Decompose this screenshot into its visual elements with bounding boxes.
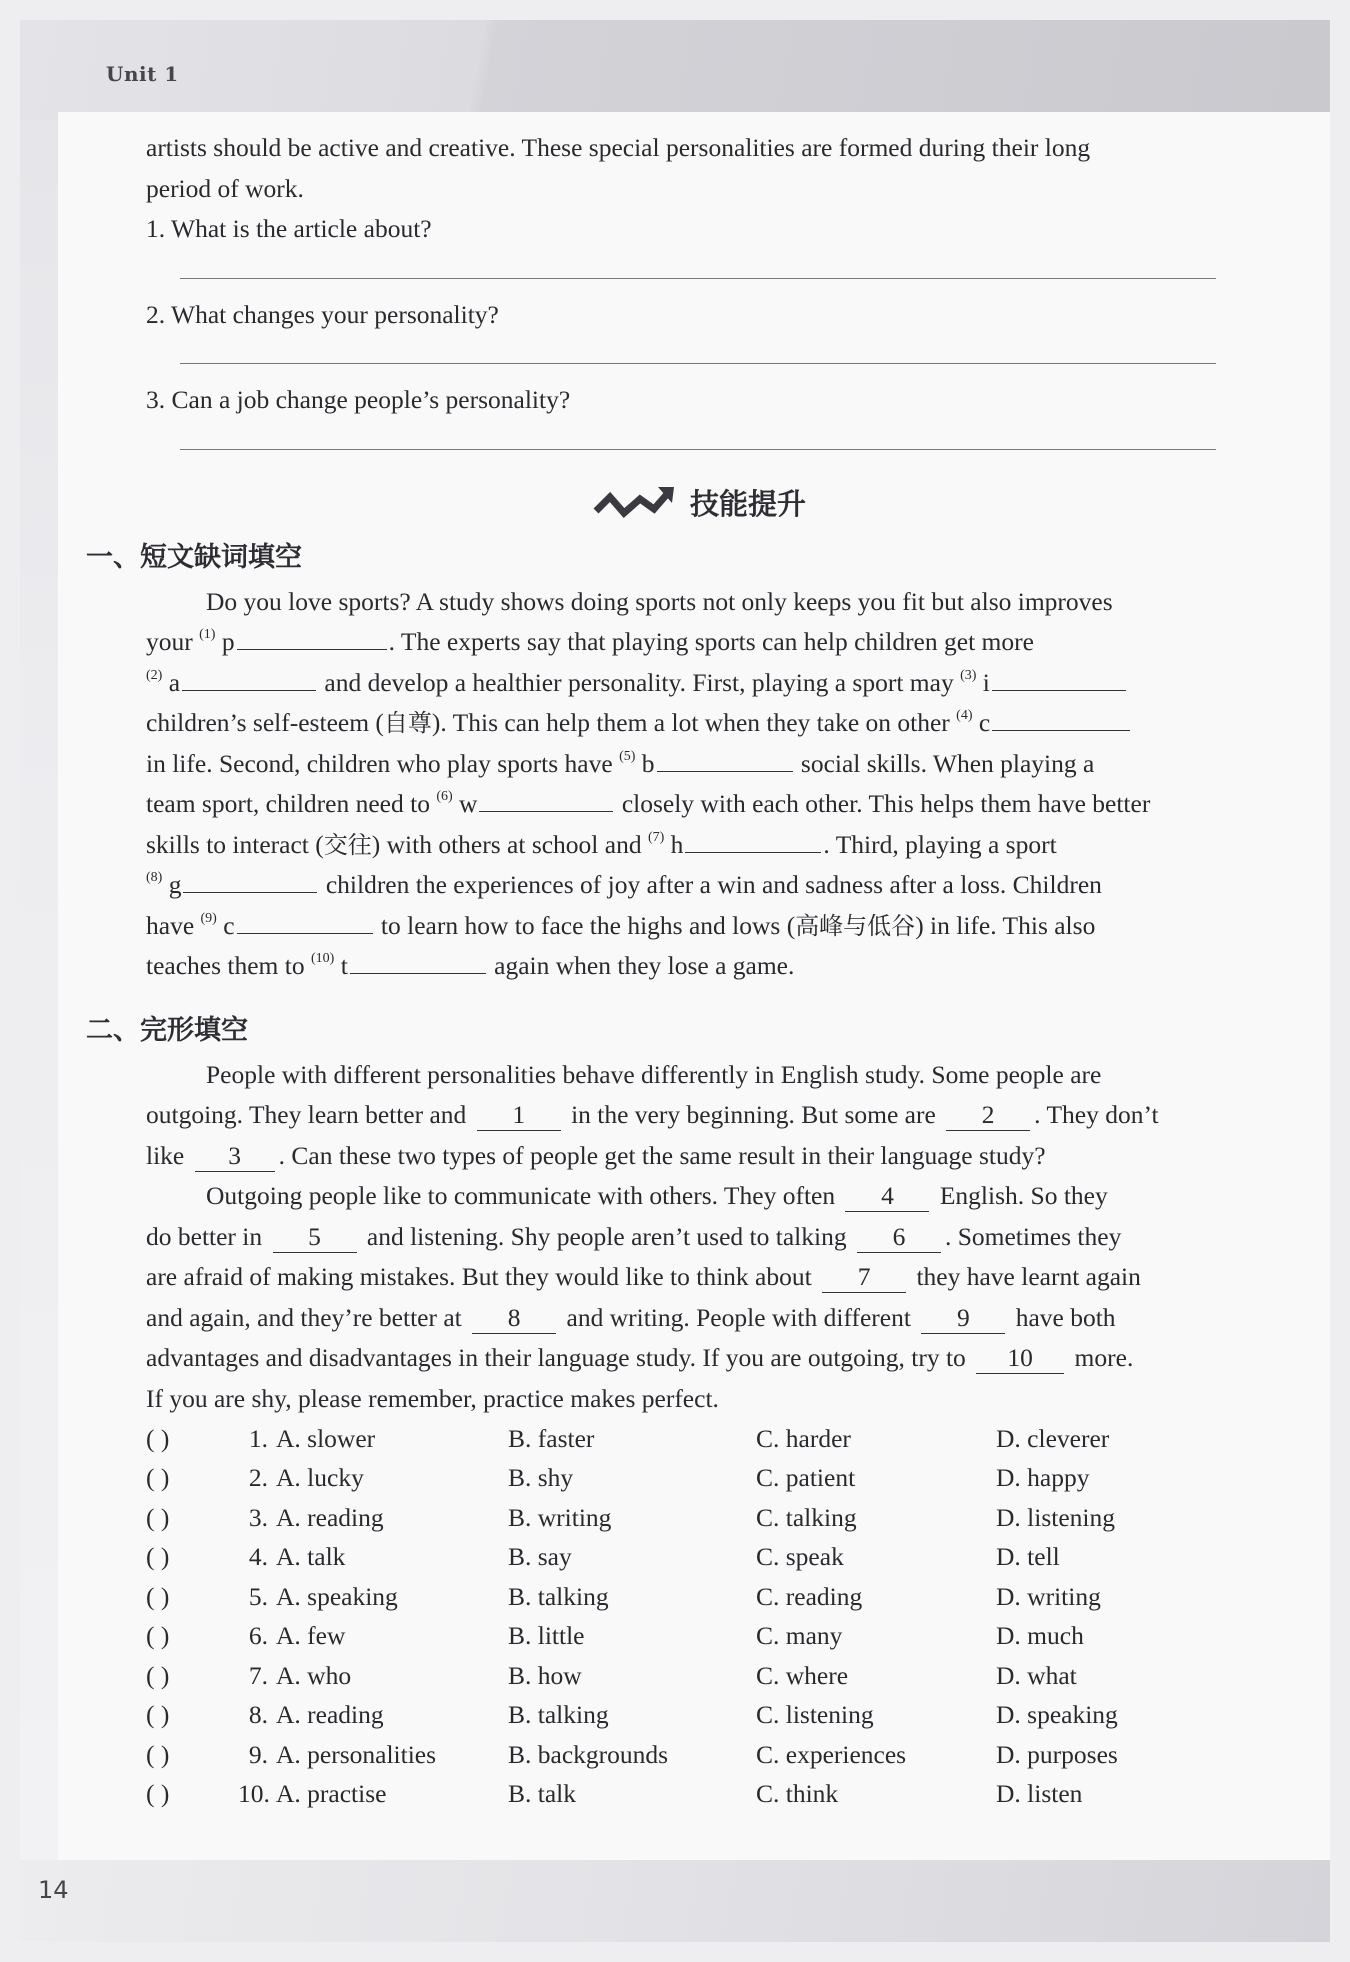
options-list — [146, 1419, 1222, 1814]
passage-line: teaches them to $^{(10)}$ t again when they lose a game. — [146, 946, 1222, 987]
option-b: B. backgrounds — [508, 1739, 669, 1769]
answer-bracket[interactable]: ( ) — [146, 1581, 170, 1611]
question-2: 2. What changes your personality? — [146, 299, 499, 329]
cloze-blank-5[interactable]: 5 — [273, 1222, 357, 1253]
answer-bracket[interactable]: ( ) — [146, 1463, 170, 1492]
passage-line: like 3 . Can these two types of people get the same result in their language study? — [146, 1140, 1046, 1170]
passage-line: If you are shy, please remember, practice makes perfect. — [146, 1383, 719, 1413]
passage-line: $^{(8)}$ g children the experiences of joy after a win and sadness after a loss. Children — [146, 865, 1222, 906]
option-b: B. writing — [508, 1502, 612, 1532]
blank-9[interactable] — [237, 907, 373, 934]
section-2-heading: 二、完形填空 — [86, 1014, 248, 1046]
option-row — [146, 1735, 1222, 1775]
answer-bracket[interactable]: ( ) — [146, 1423, 170, 1453]
section-1-passage — [146, 582, 1222, 987]
cloze-blank-2[interactable]: 2 — [946, 1100, 1030, 1131]
option-b: B. talk — [508, 1779, 576, 1808]
passage-line: outgoing. They learn better and 1 in the very beginning. But some are 2 . They don’t — [146, 1100, 1159, 1129]
blank-2[interactable] — [182, 664, 316, 691]
option-d: D. much — [996, 1621, 1084, 1650]
option-a: A. speaking — [276, 1581, 398, 1611]
answer-bracket[interactable]: ( ) — [146, 1660, 170, 1690]
option-row — [146, 1617, 1222, 1657]
question-1: 1. What is the article about? — [146, 214, 432, 243]
passage-line: children’s self-esteem (自尊). This can help them a lot when they take on other $^{(4)}$ c — [146, 703, 1222, 744]
option-d: D. writing — [996, 1581, 1101, 1611]
bottom-footer-band — [20, 1860, 1330, 1942]
option-a: A. reading — [276, 1502, 384, 1532]
cloze-blank-10[interactable]: 10 — [976, 1343, 1064, 1374]
option-d: D. purposes — [996, 1739, 1118, 1769]
cloze-blank-8[interactable]: 8 — [472, 1303, 556, 1334]
option-row — [146, 1538, 1222, 1578]
cloze-blank-7[interactable]: 7 — [822, 1262, 906, 1293]
left-margin-band — [20, 120, 58, 1860]
answer-bracket[interactable]: ( ) — [146, 1542, 170, 1571]
top-header-band — [20, 20, 1330, 120]
blank-5[interactable] — [657, 745, 793, 772]
question-number: 3. — [248, 1502, 268, 1532]
option-b: B. talking — [508, 1700, 609, 1729]
option-d: D. cleverer — [996, 1423, 1110, 1453]
answer-line-2[interactable] — [180, 345, 1216, 364]
blank-6[interactable] — [479, 785, 613, 812]
question-number: 8. — [248, 1700, 268, 1729]
option-row — [146, 1577, 1222, 1617]
reading-text-line: artists should be active and creative. These special personalities are formed during their long — [146, 133, 1091, 162]
option-b: B. faster — [508, 1423, 595, 1453]
section-2-passage — [146, 1055, 1222, 1420]
option-c: C. harder — [756, 1423, 851, 1453]
option-d: D. tell — [996, 1542, 1060, 1571]
cloze-blank-6[interactable]: 6 — [857, 1222, 941, 1253]
blank-8[interactable] — [183, 866, 317, 893]
option-c: C. talking — [756, 1502, 857, 1532]
option-c: C. patient — [756, 1463, 856, 1492]
answer-bracket[interactable]: ( ) — [146, 1502, 170, 1532]
option-b: B. shy — [508, 1463, 574, 1492]
option-row — [146, 1696, 1222, 1736]
option-row — [146, 1459, 1222, 1499]
option-c: C. reading — [756, 1581, 863, 1611]
option-c: C. think — [756, 1779, 839, 1808]
blank-3[interactable] — [992, 664, 1126, 691]
passage-line: do better in 5 and listening. Shy people aren’t used to talking 6 . Sometimes they — [146, 1221, 1122, 1251]
question-number: 4. — [248, 1542, 268, 1571]
option-a: A. lucky — [276, 1463, 364, 1492]
reading-text-line: period of work. — [146, 173, 304, 203]
passage-line: and again, and they’re better at 8 and writing. People with different 9 have both — [146, 1302, 1116, 1332]
question-number: 5. — [248, 1581, 268, 1611]
option-b: B. how — [508, 1660, 582, 1690]
option-a: A. practise — [276, 1779, 387, 1808]
passage-line: skills to interact (交往) with others at school and $^{(7)}$ h . Third, playing a sport — [146, 825, 1222, 866]
option-c: C. many — [756, 1621, 843, 1650]
option-d: D. happy — [996, 1463, 1090, 1492]
passage-line: in life. Second, children who play sports have $^{(5)}$ b social skills. When playing a — [146, 744, 1222, 785]
option-c: C. listening — [756, 1700, 874, 1729]
option-c: C. speak — [756, 1542, 844, 1571]
passage-line: are afraid of making mistakes. But they would like to think about 7 they have learnt again — [146, 1262, 1141, 1291]
option-row — [146, 1656, 1222, 1696]
option-b: B. talking — [508, 1581, 609, 1611]
option-a: A. who — [276, 1660, 352, 1690]
answer-bracket[interactable]: ( ) — [146, 1621, 170, 1650]
section-1-heading: 一、短文缺词填空 — [86, 541, 302, 573]
question-number: 7. — [248, 1660, 268, 1690]
blank-4[interactable] — [992, 704, 1130, 731]
answer-bracket[interactable]: ( ) — [146, 1739, 170, 1769]
blank-1[interactable] — [237, 623, 387, 650]
option-c: C. experiences — [756, 1739, 907, 1769]
answer-line-1[interactable] — [180, 260, 1216, 279]
passage-line: your $^{(1)}$ p . The experts say that playing sports can help children get more — [146, 622, 1222, 663]
option-row — [146, 1419, 1222, 1459]
skills-banner — [146, 484, 1222, 530]
passage-line: Outgoing people like to communicate with others. They often 4 English. So they — [206, 1181, 1108, 1210]
banner-title: 技能提升 — [689, 486, 806, 521]
passage-line: advantages and disadvantages in their language study. If you are outgoing, try to 10 more. — [146, 1343, 1134, 1372]
blank-10[interactable] — [350, 947, 486, 974]
page-content — [86, 128, 1222, 1814]
option-a: A. few — [276, 1621, 346, 1650]
blank-7[interactable] — [685, 826, 821, 853]
answer-bracket[interactable]: ( ) — [146, 1779, 170, 1808]
question-number: 2. — [248, 1463, 268, 1492]
passage-line: have $^{(9)}$ c to learn how to face the highs and lows (高峰与低谷) in life. This also — [146, 906, 1222, 947]
answer-line-3[interactable] — [180, 431, 1216, 450]
answer-bracket[interactable]: ( ) — [146, 1700, 170, 1729]
option-b: B. little — [508, 1621, 585, 1650]
question-number: 9. — [248, 1739, 268, 1769]
option-d: D. what — [996, 1660, 1077, 1690]
option-d: D. listen — [996, 1779, 1083, 1808]
option-a: A. reading — [276, 1700, 384, 1729]
question-number: 6. — [248, 1621, 268, 1650]
unit-label: Unit 1 — [106, 62, 179, 86]
passage-line: team sport, children need to $^{(6)}$ w closely with each other. This helps them have better — [146, 784, 1222, 825]
option-a: A. personalities — [276, 1739, 437, 1769]
option-a: A. talk — [276, 1542, 346, 1571]
question-number: 10. — [238, 1779, 270, 1808]
passage-line: Do you love sports? A study shows doing sports not only keeps you fit but also improves — [206, 586, 1113, 616]
cloze-blank-4[interactable]: 4 — [845, 1181, 929, 1212]
cloze-blank-9[interactable]: 9 — [921, 1303, 1005, 1334]
page-number: 14 — [38, 1876, 69, 1904]
option-a: A. slower — [276, 1423, 376, 1453]
passage-line: $^{(2)}$ a and develop a healthier personality. First, playing a sport may $^{(3)}$ i — [146, 663, 1222, 704]
option-b: B. say — [508, 1542, 572, 1571]
trend-arrow-icon — [592, 485, 676, 523]
option-d: D. listening — [996, 1502, 1115, 1532]
option-row — [146, 1498, 1222, 1538]
passage-line: People with different personalities behave differently in English study. Some people are — [206, 1059, 1102, 1089]
option-row — [146, 1775, 1222, 1815]
option-c: C. where — [756, 1660, 849, 1690]
option-d: D. speaking — [996, 1700, 1118, 1729]
question-3: 3. Can a job change people’s personality? — [146, 385, 571, 414]
cloze-blank-3[interactable]: 3 — [195, 1141, 275, 1172]
cloze-blank-1[interactable]: 1 — [477, 1100, 561, 1131]
question-number: 1. — [248, 1423, 268, 1453]
